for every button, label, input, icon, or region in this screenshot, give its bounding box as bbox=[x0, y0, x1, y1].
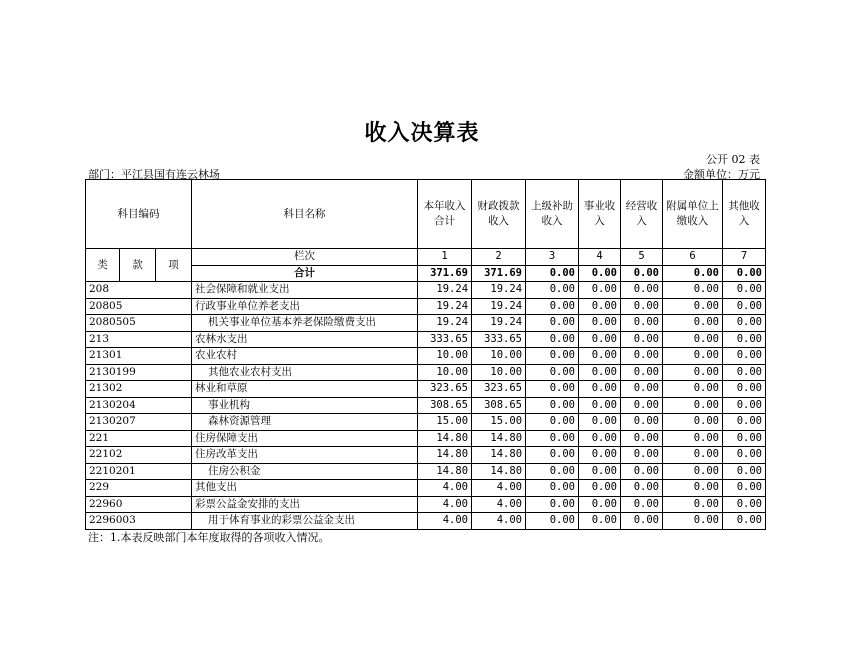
row-code: 2130207 bbox=[86, 414, 192, 431]
income-table bbox=[85, 179, 766, 530]
header-col-7: 其他收入 bbox=[723, 180, 766, 249]
row-value: 4.00 bbox=[418, 513, 472, 530]
row-name: 住房保障支出 bbox=[192, 430, 418, 447]
row-value: 0.00 bbox=[663, 331, 723, 348]
total-value: 371.69 bbox=[472, 265, 526, 282]
table-row bbox=[86, 381, 766, 398]
header-col-5: 经营收入 bbox=[621, 180, 663, 249]
row-value: 0.00 bbox=[526, 315, 579, 332]
lanci-label: 栏次 bbox=[192, 249, 418, 266]
header-row bbox=[86, 180, 766, 249]
row-value: 0.00 bbox=[579, 513, 621, 530]
row-value: 19.24 bbox=[472, 282, 526, 299]
row-name: 住房公积金 bbox=[192, 463, 418, 480]
row-code: 22102 bbox=[86, 447, 192, 464]
table-row bbox=[86, 364, 766, 381]
row-name: 事业机构 bbox=[192, 397, 418, 414]
row-value: 4.00 bbox=[472, 513, 526, 530]
table-row bbox=[86, 282, 766, 299]
row-value: 0.00 bbox=[526, 298, 579, 315]
row-value: 0.00 bbox=[621, 282, 663, 299]
table-row bbox=[86, 348, 766, 365]
total-value: 0.00 bbox=[526, 265, 579, 282]
row-value: 4.00 bbox=[418, 480, 472, 497]
row-code: 2296003 bbox=[86, 513, 192, 530]
row-value: 0.00 bbox=[723, 463, 766, 480]
row-value: 0.00 bbox=[526, 397, 579, 414]
row-value: 0.00 bbox=[621, 480, 663, 497]
row-value: 15.00 bbox=[472, 414, 526, 431]
col-number: 3 bbox=[526, 249, 579, 266]
row-value: 0.00 bbox=[663, 348, 723, 365]
row-name: 彩票公益金安排的支出 bbox=[192, 496, 418, 513]
header-name: 科目名称 bbox=[192, 180, 418, 249]
row-value: 0.00 bbox=[723, 331, 766, 348]
table-row bbox=[86, 430, 766, 447]
table-row bbox=[86, 480, 766, 497]
row-value: 0.00 bbox=[621, 513, 663, 530]
row-value: 10.00 bbox=[418, 348, 472, 365]
row-code: 21302 bbox=[86, 381, 192, 398]
row-value: 0.00 bbox=[579, 282, 621, 299]
row-value: 14.80 bbox=[472, 447, 526, 464]
row-value: 0.00 bbox=[663, 397, 723, 414]
row-value: 14.80 bbox=[418, 463, 472, 480]
row-value: 0.00 bbox=[663, 430, 723, 447]
row-value: 0.00 bbox=[579, 298, 621, 315]
row-value: 0.00 bbox=[621, 397, 663, 414]
total-label: 合计 bbox=[192, 265, 418, 282]
table-row bbox=[86, 496, 766, 513]
total-value: 0.00 bbox=[663, 265, 723, 282]
row-value: 0.00 bbox=[723, 298, 766, 315]
row-value: 14.80 bbox=[418, 430, 472, 447]
row-value: 0.00 bbox=[579, 315, 621, 332]
row-code: 22960 bbox=[86, 496, 192, 513]
column-number-row bbox=[86, 249, 766, 266]
row-value: 0.00 bbox=[579, 463, 621, 480]
row-value: 0.00 bbox=[723, 430, 766, 447]
row-value: 0.00 bbox=[663, 364, 723, 381]
row-code: 20805 bbox=[86, 298, 192, 315]
row-name: 其他农业农村支出 bbox=[192, 364, 418, 381]
total-value: 0.00 bbox=[621, 265, 663, 282]
row-code: 208 bbox=[86, 282, 192, 299]
row-code: 2130199 bbox=[86, 364, 192, 381]
row-value: 0.00 bbox=[526, 381, 579, 398]
col-number: 4 bbox=[579, 249, 621, 266]
header-col-2: 财政拨款收入 bbox=[472, 180, 526, 249]
row-code: 21301 bbox=[86, 348, 192, 365]
total-value: 371.69 bbox=[418, 265, 472, 282]
row-value: 0.00 bbox=[621, 315, 663, 332]
row-value: 0.00 bbox=[579, 414, 621, 431]
row-value: 4.00 bbox=[472, 480, 526, 497]
row-value: 0.00 bbox=[621, 430, 663, 447]
row-value: 0.00 bbox=[526, 348, 579, 365]
row-value: 0.00 bbox=[663, 381, 723, 398]
row-value: 0.00 bbox=[621, 298, 663, 315]
table-row bbox=[86, 447, 766, 464]
row-value: 0.00 bbox=[621, 381, 663, 398]
row-value: 0.00 bbox=[526, 331, 579, 348]
row-value: 0.00 bbox=[526, 282, 579, 299]
row-value: 0.00 bbox=[579, 381, 621, 398]
table-row bbox=[86, 397, 766, 414]
col-number: 2 bbox=[472, 249, 526, 266]
row-value: 0.00 bbox=[663, 282, 723, 299]
row-value: 10.00 bbox=[418, 364, 472, 381]
total-value: 0.00 bbox=[579, 265, 621, 282]
row-name: 农业农村 bbox=[192, 348, 418, 365]
row-value: 14.80 bbox=[472, 463, 526, 480]
header-col-3: 上级补助收入 bbox=[526, 180, 579, 249]
footnote: 注：1.本表反映部门本年度取得的各项收入情况。 bbox=[88, 531, 330, 544]
form-number: 公开 02 表 bbox=[706, 153, 760, 166]
row-value: 19.24 bbox=[418, 282, 472, 299]
row-value: 19.24 bbox=[418, 298, 472, 315]
row-value: 0.00 bbox=[621, 447, 663, 464]
row-name: 用于体育事业的彩票公益金支出 bbox=[192, 513, 418, 530]
row-name: 住房改革支出 bbox=[192, 447, 418, 464]
row-value: 0.00 bbox=[723, 447, 766, 464]
row-value: 0.00 bbox=[723, 282, 766, 299]
row-name: 其他支出 bbox=[192, 480, 418, 497]
row-value: 19.24 bbox=[472, 315, 526, 332]
row-name: 森林资源管理 bbox=[192, 414, 418, 431]
department-label: 部门：平江县国有连云林场 bbox=[88, 168, 220, 181]
row-value: 0.00 bbox=[723, 414, 766, 431]
row-name: 机关事业单位基本养老保险缴费支出 bbox=[192, 315, 418, 332]
row-value: 0.00 bbox=[663, 496, 723, 513]
row-value: 323.65 bbox=[472, 381, 526, 398]
row-value: 0.00 bbox=[723, 315, 766, 332]
row-value: 14.80 bbox=[472, 430, 526, 447]
row-value: 0.00 bbox=[579, 364, 621, 381]
row-value: 0.00 bbox=[579, 430, 621, 447]
row-value: 0.00 bbox=[579, 331, 621, 348]
row-value: 0.00 bbox=[621, 496, 663, 513]
row-value: 0.00 bbox=[526, 496, 579, 513]
row-code: 2130204 bbox=[86, 397, 192, 414]
row-value: 15.00 bbox=[418, 414, 472, 431]
col-number: 7 bbox=[723, 249, 766, 266]
header-col-1: 本年收入合计 bbox=[418, 180, 472, 249]
total-value: 0.00 bbox=[723, 265, 766, 282]
table-row bbox=[86, 315, 766, 332]
row-code: 2210201 bbox=[86, 463, 192, 480]
row-value: 308.65 bbox=[472, 397, 526, 414]
row-value: 0.00 bbox=[723, 480, 766, 497]
row-value: 0.00 bbox=[621, 348, 663, 365]
row-value: 0.00 bbox=[526, 364, 579, 381]
row-value: 0.00 bbox=[663, 513, 723, 530]
table-row bbox=[86, 513, 766, 530]
row-value: 0.00 bbox=[723, 397, 766, 414]
row-value: 323.65 bbox=[418, 381, 472, 398]
row-value: 0.00 bbox=[579, 348, 621, 365]
row-value: 0.00 bbox=[526, 513, 579, 530]
row-name: 农林水支出 bbox=[192, 331, 418, 348]
header-col-6: 附属单位上缴收入 bbox=[663, 180, 723, 249]
table-row bbox=[86, 298, 766, 315]
row-value: 0.00 bbox=[723, 381, 766, 398]
row-value: 19.24 bbox=[472, 298, 526, 315]
row-value: 0.00 bbox=[723, 513, 766, 530]
row-value: 0.00 bbox=[723, 348, 766, 365]
table-row bbox=[86, 463, 766, 480]
header-col-4: 事业收入 bbox=[579, 180, 621, 249]
row-value: 0.00 bbox=[526, 463, 579, 480]
table-row bbox=[86, 331, 766, 348]
row-value: 4.00 bbox=[472, 496, 526, 513]
row-value: 0.00 bbox=[723, 364, 766, 381]
row-value: 0.00 bbox=[621, 331, 663, 348]
row-value: 10.00 bbox=[472, 348, 526, 365]
header-xiang: 项 bbox=[156, 249, 192, 282]
row-value: 19.24 bbox=[418, 315, 472, 332]
row-value: 0.00 bbox=[621, 364, 663, 381]
row-value: 0.00 bbox=[526, 447, 579, 464]
table-row bbox=[86, 414, 766, 431]
row-value: 4.00 bbox=[418, 496, 472, 513]
report-title: 收入决算表 bbox=[364, 121, 480, 146]
row-value: 333.65 bbox=[418, 331, 472, 348]
row-code: 213 bbox=[86, 331, 192, 348]
row-value: 0.00 bbox=[621, 463, 663, 480]
row-value: 0.00 bbox=[579, 496, 621, 513]
row-code: 221 bbox=[86, 430, 192, 447]
row-value: 0.00 bbox=[663, 298, 723, 315]
row-code: 2080505 bbox=[86, 315, 192, 332]
col-number: 5 bbox=[621, 249, 663, 266]
row-name: 林业和草原 bbox=[192, 381, 418, 398]
row-value: 0.00 bbox=[663, 447, 723, 464]
row-value: 0.00 bbox=[621, 414, 663, 431]
row-value: 0.00 bbox=[579, 447, 621, 464]
col-number: 1 bbox=[418, 249, 472, 266]
row-name: 行政事业单位养老支出 bbox=[192, 298, 418, 315]
row-value: 0.00 bbox=[663, 414, 723, 431]
row-value: 0.00 bbox=[663, 463, 723, 480]
row-value: 0.00 bbox=[526, 430, 579, 447]
unit-label: 金额单位：万元 bbox=[683, 168, 760, 181]
row-value: 0.00 bbox=[579, 480, 621, 497]
row-value: 333.65 bbox=[472, 331, 526, 348]
row-name: 社会保障和就业支出 bbox=[192, 282, 418, 299]
row-value: 0.00 bbox=[663, 315, 723, 332]
row-code: 229 bbox=[86, 480, 192, 497]
row-value: 0.00 bbox=[526, 480, 579, 497]
row-value: 0.00 bbox=[663, 480, 723, 497]
row-value: 0.00 bbox=[579, 397, 621, 414]
header-code: 科目编码 bbox=[86, 180, 192, 249]
header-kuan: 款 bbox=[120, 249, 156, 282]
row-value: 0.00 bbox=[526, 414, 579, 431]
row-value: 10.00 bbox=[472, 364, 526, 381]
row-value: 14.80 bbox=[418, 447, 472, 464]
col-number: 6 bbox=[663, 249, 723, 266]
row-value: 308.65 bbox=[418, 397, 472, 414]
header-lei: 类 bbox=[86, 249, 120, 282]
row-value: 0.00 bbox=[723, 496, 766, 513]
